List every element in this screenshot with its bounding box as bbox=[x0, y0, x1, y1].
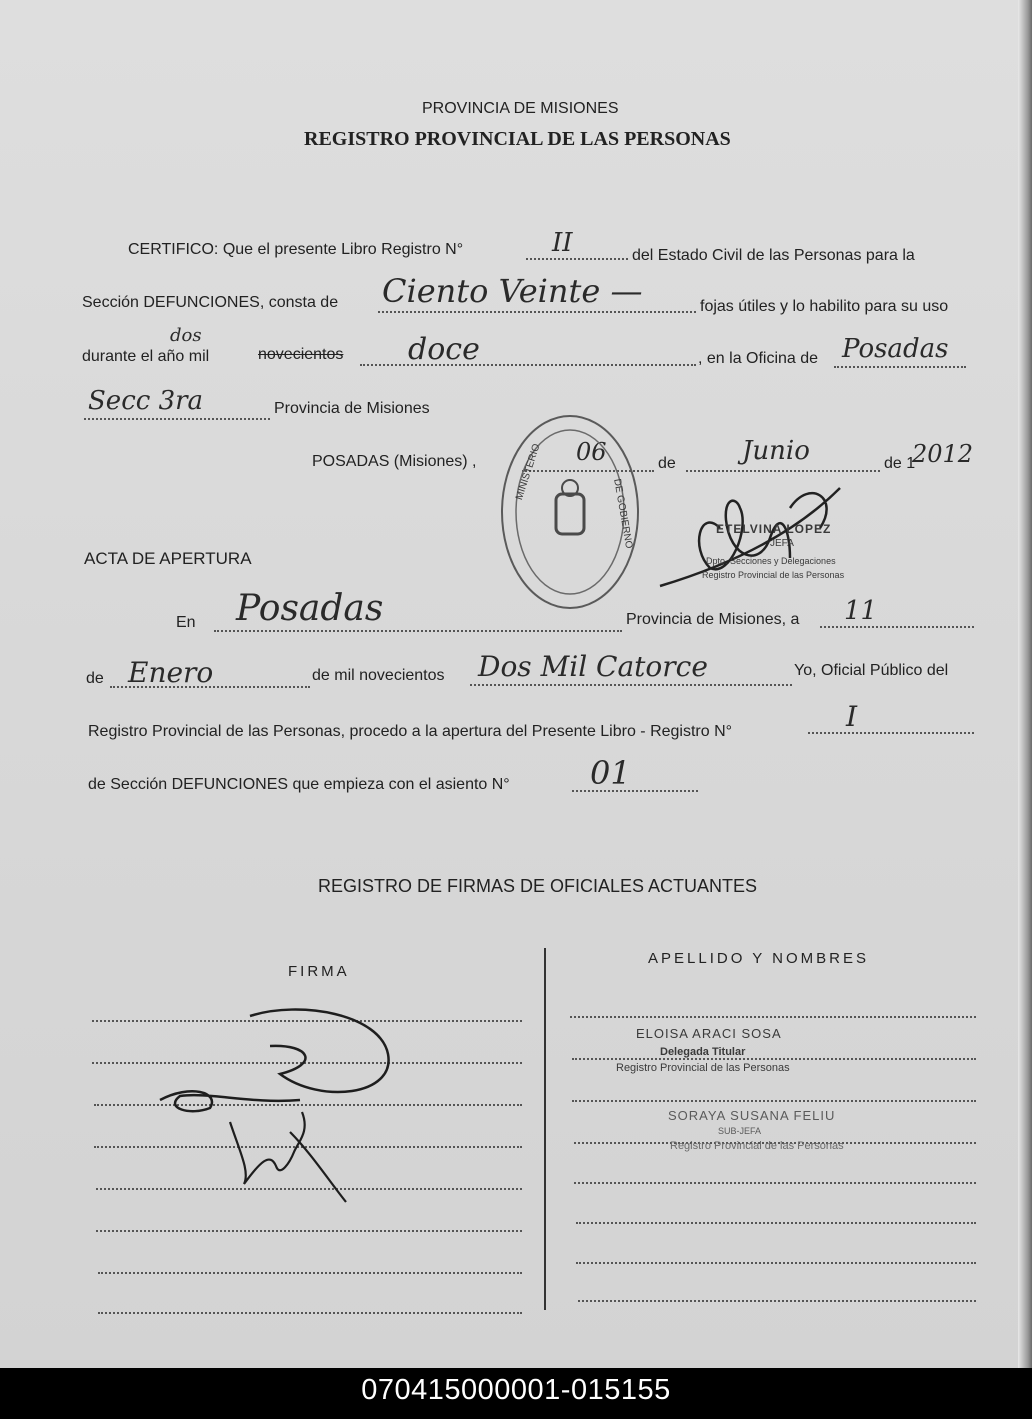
registry-heading: REGISTRO PROVINCIAL DE LAS PERSONAS bbox=[304, 128, 731, 150]
official-name-stamp: ETELVINA LOPEZ bbox=[716, 522, 832, 536]
cert-line1-b: del Estado Civil de las Personas para la bbox=[632, 247, 915, 264]
acta-day-handwritten: 11 bbox=[844, 596, 878, 626]
dotted-fill bbox=[526, 258, 628, 260]
dotted-fill bbox=[378, 311, 696, 313]
cert-line1-a: CERTIFICO: Que el presente Libro Registro N° bbox=[128, 241, 464, 258]
day-handwritten: 06 bbox=[576, 438, 607, 466]
cert-line3-b: , en la Oficina de bbox=[698, 350, 819, 367]
document-code: 070415000001-015155 bbox=[361, 1374, 671, 1406]
dotted-fill bbox=[820, 626, 974, 628]
struck-word: novecientos bbox=[258, 346, 344, 363]
cert-line2-a: Sección DEFUNCIONES, consta de bbox=[82, 294, 339, 311]
acta-prov: Provincia de Misiones, a bbox=[626, 611, 800, 628]
cert-line3-a: durante el año mil bbox=[82, 348, 210, 365]
name-row-line bbox=[576, 1222, 976, 1224]
official-dept-stamp: Dpto. Secciones y Delegaciones bbox=[706, 556, 836, 566]
acta-year-handwritten: Dos Mil Catorce bbox=[478, 650, 708, 683]
scan-page-edge bbox=[1018, 0, 1032, 1368]
pages-count-handwritten: Ciento Veinte — bbox=[382, 272, 643, 310]
col-firma-header: FIRMA bbox=[288, 963, 350, 980]
officer1-name: ELOISA ARACI SOSA bbox=[636, 1026, 782, 1041]
year-correction-handwritten: dos bbox=[170, 325, 202, 346]
year-handwritten: doce bbox=[408, 332, 480, 367]
seal-right-text: DE GOBIERNO bbox=[611, 478, 635, 550]
dotted-fill bbox=[808, 732, 974, 734]
acta-place-handwritten: Posadas bbox=[236, 588, 384, 629]
name-row-line bbox=[572, 1058, 976, 1060]
province-heading: PROVINCIA DE MISIONES bbox=[422, 100, 619, 117]
office-handwritten: Posadas bbox=[842, 334, 949, 364]
cert-date-de1: de bbox=[658, 455, 676, 472]
acta-title: ACTA DE APERTURA bbox=[84, 549, 252, 568]
acta-reg: Registro Provincial de las Personas, procedo a la apertura del Presente Libro - Registro N° bbox=[88, 723, 733, 740]
acta-mil: de mil novecientos bbox=[312, 667, 445, 684]
officer2-org: Registro Provincial de las Personas bbox=[670, 1140, 844, 1152]
signature-row-line bbox=[96, 1230, 522, 1232]
col-names-header: APELLIDO Y NOMBRES bbox=[648, 950, 870, 967]
dotted-fill bbox=[84, 418, 270, 420]
dotted-fill bbox=[834, 366, 966, 368]
year-date-handwritten: 2012 bbox=[912, 440, 974, 468]
signature-row-line bbox=[98, 1272, 522, 1274]
cert-date-place: POSADAS (Misiones) , bbox=[312, 453, 477, 470]
cert-line2-b: fojas útiles y lo habilito para su uso bbox=[700, 298, 949, 315]
acta-month-handwritten: Enero bbox=[128, 656, 214, 689]
acta-yo: Yo, Oficial Público del bbox=[794, 662, 949, 679]
signature-row-line bbox=[98, 1312, 522, 1314]
officer-signature-2 bbox=[220, 1092, 360, 1212]
officer2-role: SUB-JEFA bbox=[718, 1126, 762, 1136]
seal-left-text: MINISTERIO bbox=[514, 442, 543, 502]
acta-seat-handwritten: 01 bbox=[590, 754, 631, 792]
name-row-line bbox=[570, 1016, 976, 1018]
officer2-name: SORAYA SUSANA FELIU bbox=[668, 1108, 836, 1123]
dotted-fill bbox=[470, 684, 792, 686]
cert-line4-b: Provincia de Misiones bbox=[274, 400, 430, 417]
name-row-line bbox=[572, 1100, 976, 1102]
officer1-role: Delegada Titular bbox=[660, 1046, 746, 1058]
signatures-title: REGISTRO DE FIRMAS DE OFICIALES ACTUANTES bbox=[318, 876, 758, 896]
official-registry-stamp: Registro Provincial de las Personas bbox=[702, 570, 845, 580]
official-role-stamp: JEFA bbox=[770, 538, 794, 549]
name-row-line bbox=[578, 1300, 976, 1302]
document-code-bar bbox=[0, 1368, 1032, 1419]
acta-reg-handwritten: I bbox=[846, 700, 858, 733]
book-number-handwritten: II bbox=[552, 228, 573, 258]
name-row-line bbox=[574, 1182, 976, 1184]
acta-sec: de Sección DEFUNCIONES que empieza con el asiento N° bbox=[88, 776, 510, 793]
name-row-line bbox=[576, 1262, 976, 1264]
acta-en: En bbox=[176, 614, 196, 631]
section-handwritten: Secc 3ra bbox=[88, 386, 204, 416]
dotted-fill bbox=[214, 630, 622, 632]
officer1-org: Registro Provincial de las Personas bbox=[616, 1062, 790, 1074]
cert-date-de2: de 1 bbox=[884, 455, 916, 472]
month-handwritten: Junio bbox=[742, 436, 810, 466]
column-divider bbox=[544, 948, 546, 1310]
acta-de: de bbox=[86, 670, 104, 687]
